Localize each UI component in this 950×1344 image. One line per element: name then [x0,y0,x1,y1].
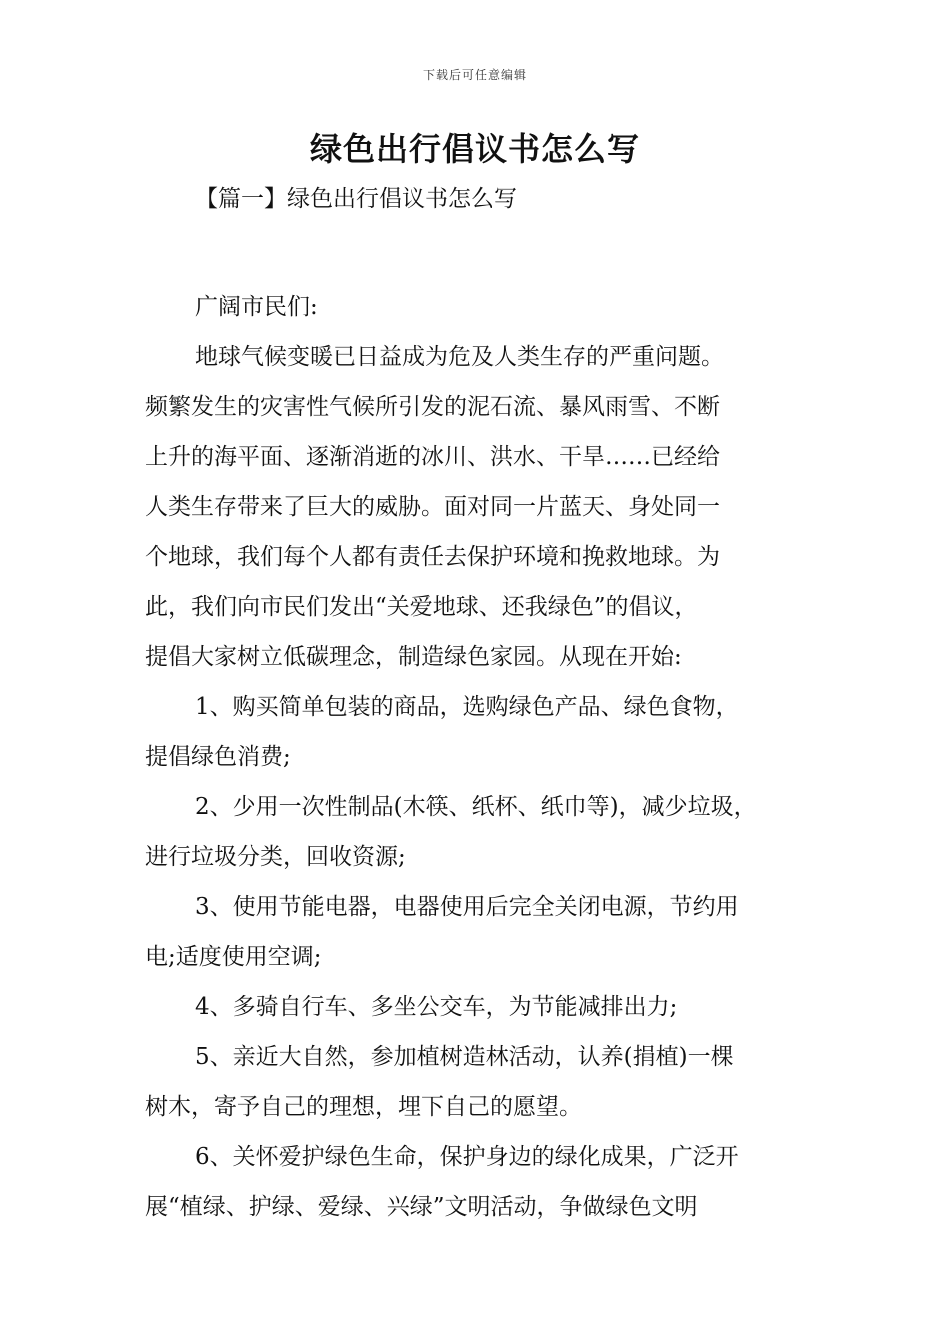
list-item-line: 展“植绿、护绿、爱绿、兴绿”文明活动，争做绿色文明 [145,1194,698,1220]
paragraph-line: 频繁发生的灾害性气候所引发的泥石流、暴风雨雪、不断 [145,394,720,420]
list-item-line: 进行垃圾分类，回收资源; [145,844,406,870]
section-subtitle: 【篇一】绿色出行倡议书怎么写 [195,186,517,212]
paragraph-line: 上升的海平面、逐渐消逝的冰川、洪水、干旱……已经给 [145,444,720,470]
paragraph-line: 提倡大家树立低碳理念，制造绿色家园。从现在开始: [145,644,682,670]
list-item-line: 电;适度使用空调; [145,944,322,970]
header-note: 下载后可任意编辑 [422,68,527,82]
list-item-line: 1、购买简单包装的商品，选购绿色产品、绿色食物， [195,694,739,720]
list-item-line: 6、关怀爱护绿色生命，保护身边的绿化成果，广泛开 [195,1144,739,1170]
paragraph-line: 人类生存带来了巨大的威胁。面对同一片蓝天、身处同一 [145,494,720,520]
paragraph-line: 个地球，我们每个人都有责任去保护环境和挽救地球。为 [145,544,720,570]
document-title: 绿色出行倡议书怎么写 [309,130,640,168]
list-item-line: 5、亲近大自然，参加植树造林活动，认养(捐植)一棵 [195,1044,734,1070]
paragraph-line: 地球气候变暖已日益成为危及人类生存的严重问题。 [195,344,724,370]
list-item-line: 3、使用节能电器，电器使用后完全关闭电源，节约用 [195,894,739,920]
list-item-line: 树木，寄予自己的理想，埋下自己的愿望。 [145,1094,582,1120]
salutation: 广阔市民们: [195,294,318,320]
list-item-line: 2、少用一次性制品(木筷、纸杯、纸巾等)，减少垃圾， [195,794,757,820]
list-item-line: 4、多骑自行车、多坐公交车，为节能减排出力; [195,994,678,1020]
list-item-line: 提倡绿色消费; [145,744,291,770]
body-text [145,282,821,1232]
paragraph-line: 此，我们向市民们发出“关爱地球、还我绿色”的倡议， [145,594,698,620]
